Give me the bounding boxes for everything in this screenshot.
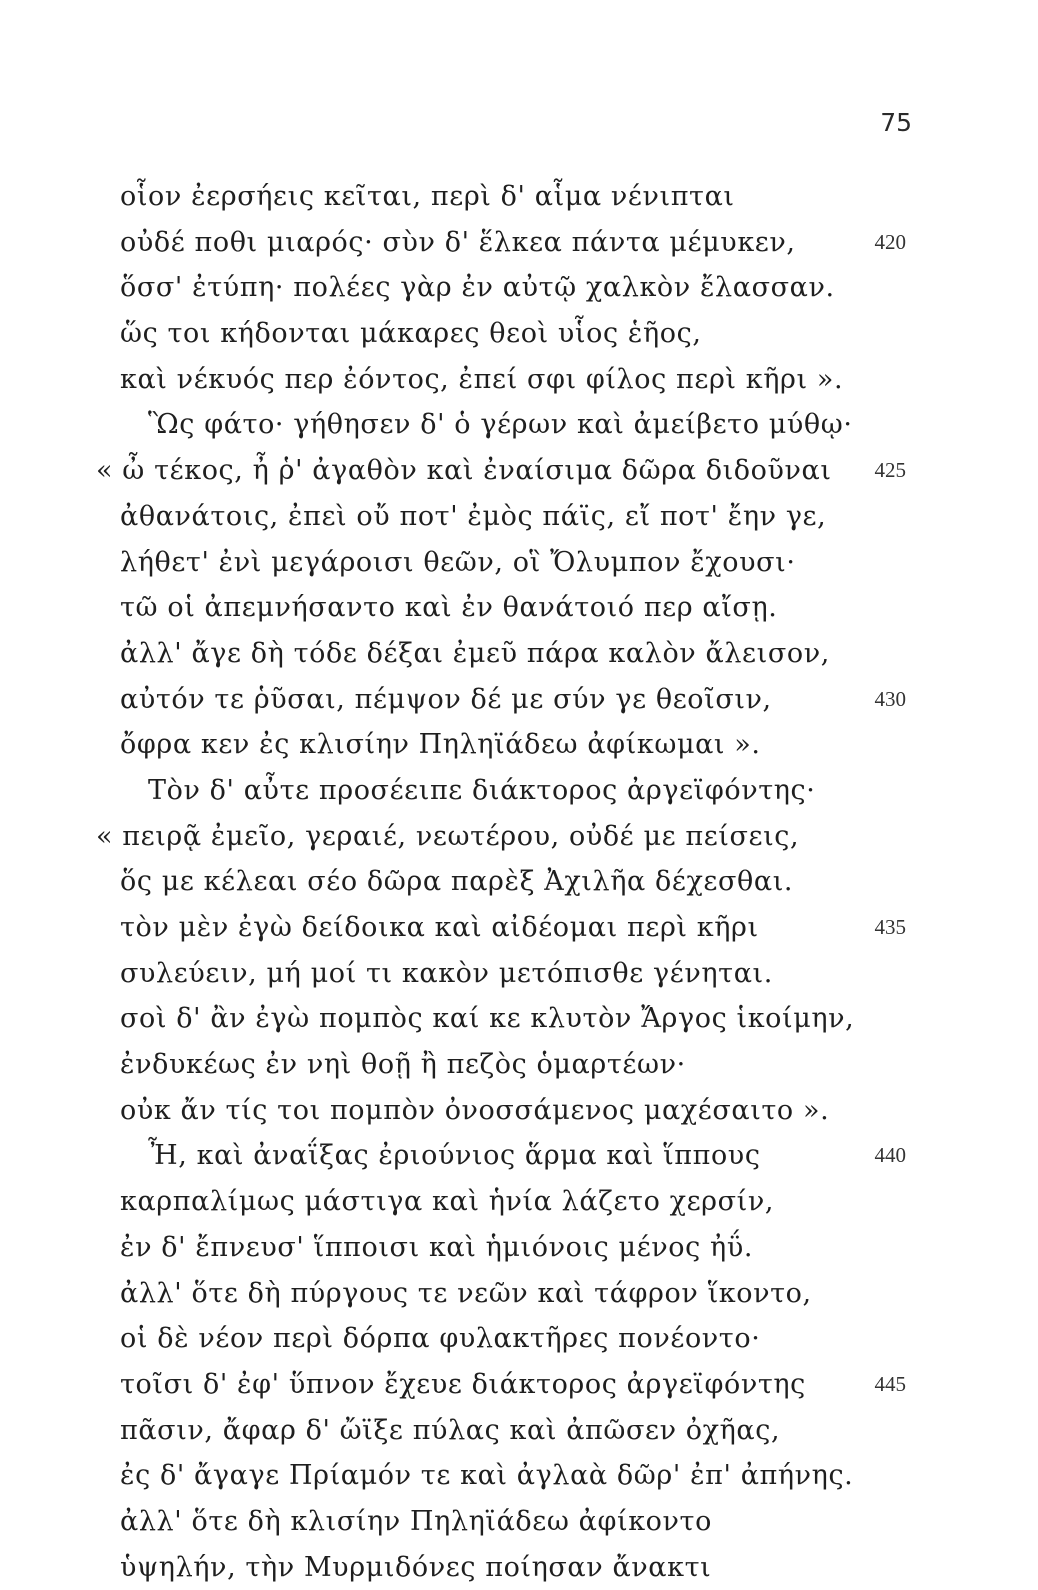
verse-line [0, 1408, 1038, 1454]
verse-line [0, 220, 1038, 266]
verse-line [0, 1225, 1038, 1271]
verse-line [0, 905, 1038, 951]
verse-text: λήθετ' ἐνὶ μεγάροισι θεῶν, οἳ Ὄλυμπον ἔχουσι· [120, 546, 796, 578]
verse-text: οὐδέ ποθι μιαρός· σὺν δ' ἕλκεα πάντα μέμυκεν, [120, 226, 796, 258]
verse-line [0, 494, 1038, 540]
verse-line [0, 357, 1038, 403]
line-number: 430 [874, 686, 906, 711]
verse-text: οἷον ἐερσήεις κεῖται, περὶ δ' αἷμα νένιπται [120, 181, 735, 212]
verse-line [0, 1316, 1038, 1362]
verse-text: ἐς δ' ἄγαγε Πρίαμόν τε καὶ ἀγλαὰ δῶρ' ἐπ' ἀπήνης. [120, 1460, 854, 1492]
verse-text: « ὦ τέκος, ἦ ῥ' ἀγαθὸν καὶ ἐναίσιμα δῶρα διδοῦναι [96, 455, 832, 487]
verse-line [0, 402, 1038, 448]
verse-text: καὶ νέκυός περ ἐόντος, ἐπεί σφι φίλος περὶ κῆρι ». [120, 363, 844, 395]
verse-line [0, 996, 1038, 1042]
verse-line [0, 1088, 1038, 1134]
verse-text: ὑψηλήν, τὴν Μυρμιδόνες ποίησαν ἄνακτι [120, 1551, 712, 1583]
verse-text: τῶ οἱ ἀπεμνήσαντο καὶ ἐν θανάτοιό περ αἴσῃ. [120, 592, 778, 624]
verse-text: οἱ δὲ νέον περὶ δόρπα φυλακτῆρες πονέοντο· [120, 1323, 761, 1355]
verse-text: τοῖσι δ' ἐφ' ὕπνον ἔχευε διάκτορος ἀργεϊφόντης [120, 1368, 806, 1400]
line-number: 445 [874, 1371, 906, 1396]
verse-text: ἀθανάτοις, ἐπεὶ οὔ ποτ' ἐμὸς πάϊς, εἴ ποτ' ἔην γε, [120, 500, 827, 532]
verse-text: ἀλλ' ὅτε δὴ πύργους τε νεῶν καὶ τάφρον ἵκοντο, [120, 1277, 812, 1309]
verse-text: τὸν μὲν ἐγὼ δείδοικα καὶ αἰδέομαι περὶ κῆρι [120, 912, 759, 943]
verse-text: συλεύειν, μή μοί τι κακὸν μετόπισθε γένηται. [120, 957, 773, 989]
line-number: 435 [874, 915, 906, 939]
verse-line [0, 311, 1038, 357]
verse-line [0, 1545, 1038, 1590]
line-number: 420 [874, 229, 906, 254]
verse-text: Τὸν δ' αὖτε προσέειπε διάκτορος ἀργεϊφόντης· [148, 774, 816, 806]
verse-line [0, 722, 1038, 768]
verse-text: ὅσσ' ἐτύπη· πολέες γὰρ ἐν αὐτῷ χαλκὸν ἔλασσαν. [120, 272, 835, 304]
verse-line [0, 1042, 1038, 1088]
verse-text: Ἦ, καὶ ἀναΐξας ἐριούνιος ἅρμα καὶ ἵππους [148, 1140, 761, 1172]
verse-line [0, 448, 1038, 494]
verse-line [0, 677, 1038, 723]
verse-line [0, 814, 1038, 860]
verse-text: « πειρᾷ ἐμεῖο, γεραιέ, νεωτέρου, οὐδέ με πείσεις, [96, 820, 800, 852]
verse-line [0, 1453, 1038, 1499]
verse-line [0, 631, 1038, 677]
verse-line [0, 951, 1038, 997]
verse-line [0, 1133, 1038, 1179]
verse-block [0, 174, 1038, 1590]
verse-line [0, 174, 1038, 220]
verse-text: πᾶσιν, ἄφαρ δ' ὤϊξε πύλας καὶ ἀπῶσεν ὀχῆας, [120, 1414, 781, 1446]
verse-line [0, 585, 1038, 631]
verse-text: σοὶ δ' ἂν ἐγὼ πομπὸς καί κε κλυτὸν Ἄργος ἱκοίμην, [120, 1003, 855, 1035]
verse-line [0, 1499, 1038, 1545]
verse-text: καρπαλίμως μάστιγα καὶ ἡνία λάζετο χερσίν, [120, 1186, 775, 1218]
verse-text: αὐτόν τε ῥῦσαι, πέμψον δέ με σύν γε θεοῖσιν, [120, 683, 772, 715]
verse-line [0, 265, 1038, 311]
verse-text: Ὣς φάτο· γήθησεν δ' ὁ γέρων καὶ ἀμείβετο μύθῳ· [148, 409, 853, 441]
verse-line [0, 768, 1038, 814]
verse-text: ἐν δ' ἔπνευσ' ἵπποισι καὶ ἡμιόνοις μένος ἠΰ. [120, 1231, 754, 1263]
verse-text: ὥς τοι κήδονται μάκαρες θεοὶ υἷος ἑῆος, [120, 318, 702, 350]
line-number: 425 [874, 458, 906, 483]
verse-text: ἀλλ' ἄγε δὴ τόδε δέξαι ἐμεῦ πάρα καλὸν ἄλεισον, [120, 637, 830, 669]
verse-line [0, 859, 1038, 905]
verse-line [0, 540, 1038, 586]
verse-line [0, 1362, 1038, 1408]
line-number: 440 [874, 1143, 906, 1168]
verse-text: ὄφρα κεν ἐς κλισίην Πηληϊάδεω ἀφίκωμαι ». [120, 729, 761, 761]
verse-text: οὐκ ἄν τίς τοι πομπὸν ὀνοσσάμενος μαχέσαιτο ». [120, 1094, 830, 1126]
verse-line [0, 1179, 1038, 1225]
verse-line [0, 1271, 1038, 1317]
verse-text: ἀλλ' ὅτε δὴ κλισίην Πηληϊάδεω ἀφίκοντο [120, 1505, 712, 1537]
page-number: 75 [880, 108, 912, 137]
verse-text: ὅς με κέλεαι σέο δῶρα παρὲξ Ἀχιλῆα δέχεσθαι. [120, 866, 794, 898]
verse-text: ἐνδυκέως ἐν νηὶ θοῇ ἢ πεζὸς ὁμαρτέων· [120, 1049, 686, 1081]
